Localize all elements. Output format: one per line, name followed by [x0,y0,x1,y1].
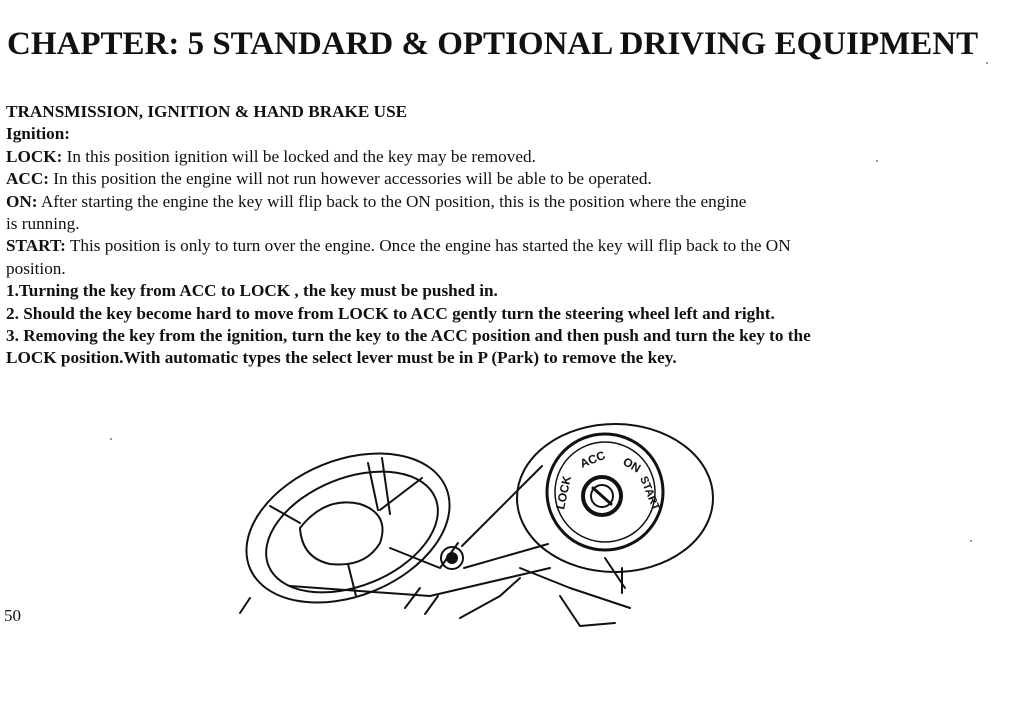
dial-label-lock: LOCK [553,474,575,511]
on-term: ON: [6,191,38,211]
page-body [6,101,991,370]
ignition-illustration [230,418,730,628]
acc-description [6,168,991,190]
instruction-step-3: 3. Removing the key from the ignition, turn the key to the ACC position and then push and turn the key to the [6,326,811,346]
section-heading: TRANSMISSION, IGNITION & HAND BRAKE USE [6,102,408,121]
scan-speck [970,540,972,542]
dial-label-acc: ACC [577,448,608,471]
start-text: This position is only to turn over the engine. Once the engine has started the key will flip back to the ON [65,236,791,256]
on-description [6,191,991,213]
on-text: After starting the engine the key will flip back to the ON position, this is the position where the engine [37,191,747,211]
page-title: CHAPTER: 5 STANDARD & OPTIONAL DRIVING EQUIPMENT [7,26,979,62]
lock-term: LOCK: [6,146,63,166]
scan-speck [986,62,988,64]
start-description-cont: position. [6,258,66,278]
scan-speck [110,438,112,440]
instruction-step-3-cont: LOCK position.With automatic types the select lever must be in P (Park) to remove the key. [6,348,677,368]
instruction-step-2: 2. Should the key become hard to move from LOCK to ACC gently turn the steering wheel left and right. [6,303,775,323]
steering-hub [300,502,383,564]
start-description [6,235,991,257]
acc-term: ACC: [6,169,49,189]
on-description-cont: is running. [6,214,80,234]
page-number: 50 [4,606,21,625]
section-subheading: Ignition: [6,124,70,144]
acc-text: In this position the engine will not run however accessories will be able to be operated. [48,169,652,189]
start-term: START: [6,236,66,256]
dial-label-start: START [637,474,662,513]
dial-label-on: ON [620,454,644,476]
lock-text: In this position ignition will be locked and the key may be removed. [62,146,536,166]
scan-speck [876,160,878,162]
instruction-step-1: 1.Turning the key from ACC to LOCK , the key must be pushed in. [6,281,498,301]
lock-description [6,146,991,168]
